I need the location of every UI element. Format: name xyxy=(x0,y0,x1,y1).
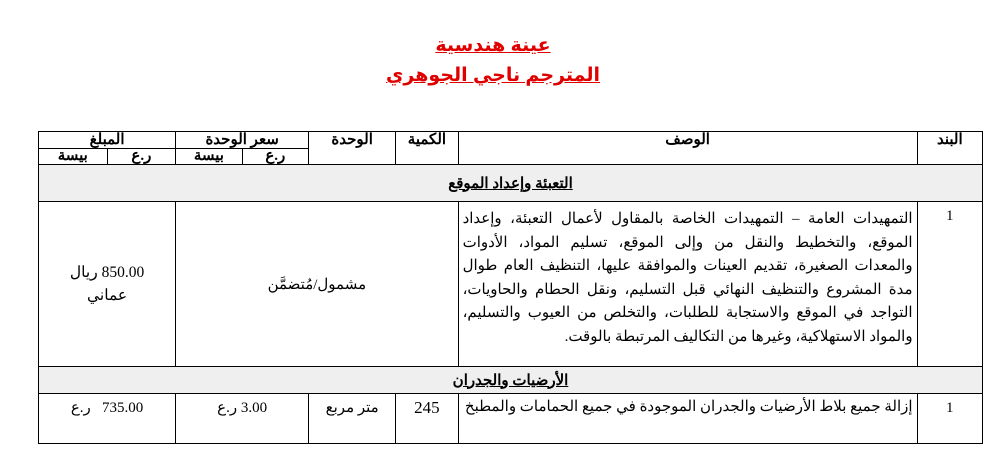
section-row-mobilization xyxy=(39,165,983,202)
col-header-unit-price: سعر الوحدة xyxy=(176,132,309,149)
section-title-mobilization: التعبئة وإعداد الموقع xyxy=(39,165,983,202)
section-row-floors-walls xyxy=(39,367,983,394)
quantity-cell: 245 xyxy=(396,394,458,444)
item-number: 1 xyxy=(917,394,982,444)
col-header-unit: الوحدة xyxy=(309,132,396,165)
amount-rial-header: ر.ع xyxy=(107,149,176,165)
document-title: عينة هندسية xyxy=(435,35,551,56)
unit-price-baisa-header: بيسة xyxy=(176,149,242,165)
col-header-item: البند xyxy=(917,132,982,165)
amount-cell: 735.00 ر.ع xyxy=(39,394,176,444)
translator-name: المترجم ناجي الجوهري xyxy=(386,65,600,86)
table-row xyxy=(39,394,983,444)
table-row xyxy=(39,202,983,367)
item-description: إزالة جميع بلاط الأرضيات والجدران الموجودة في جميع الحمامات والمطبخ xyxy=(458,394,917,444)
unit-cell: متر مربع xyxy=(309,394,396,444)
header-row xyxy=(39,132,983,149)
col-header-description: الوصف xyxy=(458,132,917,165)
col-header-amount: المبلغ xyxy=(39,132,176,149)
item-number: 1 xyxy=(917,202,982,367)
unit-price-cell: 3.00 ر.ع xyxy=(176,394,309,444)
unit-price-rial-header: ر.ع xyxy=(242,149,308,165)
item-description: التمهيدات العامة – التمهيدات الخاصة بالمقاول لأعمال التعبئة، وإعداد الموقع، والتخطيط والنقل من وإلى الموقع، تسليم المواد، الأدوات والمعدات الصغيرة، تقديم العينات والموافقة عليها، التنظيف العام طوال مدة المشروع والتنظيف النهائي قبل التسليم، ونقل الحطام والحاويات، التواجد في الموقع والاستجابة للطلبات، والتخلص من العيوب والتسليم، والمواد الاستهلاكية، وغيرها من التكاليف المرتبطة بالوقت. xyxy=(458,202,917,367)
lump-sum-cell: مشمول/مُتضمَّن xyxy=(176,202,458,367)
bill-of-quantities-table xyxy=(38,131,983,444)
amount-cell: 850.00 ريال عماني xyxy=(39,202,176,367)
section-title-floors-walls: الأرضيات والجدران xyxy=(39,367,983,394)
amount-baisa-header: بيسة xyxy=(39,149,108,165)
col-header-quantity: الكمية xyxy=(396,132,458,165)
